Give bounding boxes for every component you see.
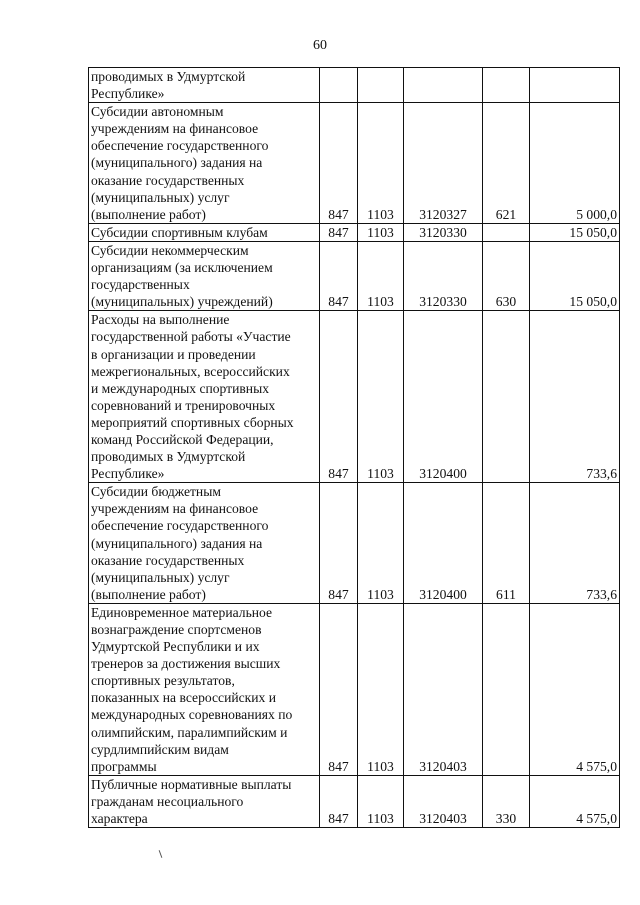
amount-cell-text: 733,6 — [586, 586, 617, 602]
target-article-cell-text: 3120330 — [419, 224, 467, 240]
section-code-cell-text: 1103 — [367, 466, 394, 482]
ministry-code-cell-text: 847 — [328, 811, 349, 827]
section-code-cell — [358, 103, 404, 224]
target-article-cell — [404, 103, 483, 224]
ministry-code-cell — [320, 775, 358, 827]
section-code-cell-text: 1103 — [367, 758, 394, 774]
expense-type-cell — [483, 311, 530, 483]
amount-cell — [530, 223, 620, 241]
table-row — [89, 311, 620, 483]
section-code-cell — [358, 223, 404, 241]
row-name-cell-text: Субсидии автономным учреждениям на финансовое обеспечение государственного (муниципального) задания на оказание государственных (муниципальных) услуг (выполнение работ) — [91, 104, 269, 222]
amount-cell — [530, 241, 620, 310]
expense-type-cell — [483, 68, 530, 103]
target-article-cell — [404, 483, 483, 604]
row-name-cell-text: Субсидии спортивным клубам — [91, 224, 268, 240]
row-name-cell — [89, 311, 320, 483]
expense-type-cell-text: 630 — [495, 294, 517, 310]
row-name-cell — [89, 483, 320, 604]
row-name-cell-text: проводимых в Удмуртской Республике» — [91, 69, 246, 102]
expense-type-cell-text: 330 — [495, 811, 517, 827]
section-code-cell-text: 1103 — [367, 206, 394, 222]
amount-cell-text: 733,6 — [586, 466, 617, 482]
row-name-cell — [89, 603, 320, 775]
row-name-cell-text: Единовременное материальное вознаграждение спортсменов Удмуртской Республики и их тренеров за достижения высших спортивных результатов, показанных на всероссийских и международных соревнованиях по олимпийским, паралимпийским и сурдлимпийским видам программы — [91, 604, 293, 774]
ministry-code-cell — [320, 603, 358, 775]
table-row — [89, 603, 620, 775]
ministry-code-cell — [320, 241, 358, 310]
table-row — [89, 241, 620, 310]
amount-cell — [530, 775, 620, 827]
row-name-cell — [89, 68, 320, 103]
expense-type-cell — [483, 103, 530, 224]
row-name-cell — [89, 775, 320, 827]
section-code-cell — [358, 68, 404, 103]
table-row — [89, 775, 620, 827]
table-row — [89, 483, 620, 604]
row-name-cell — [89, 241, 320, 310]
budget-table — [88, 67, 620, 828]
expense-type-cell — [483, 223, 530, 241]
ministry-code-cell — [320, 311, 358, 483]
ministry-code-cell-text: 847 — [328, 466, 349, 482]
table-row — [89, 223, 620, 241]
section-code-cell-text: 1103 — [367, 811, 394, 827]
section-code-cell-text: 1103 — [367, 294, 394, 310]
amount-cell-text: 15 050,0 — [569, 294, 617, 310]
budget-table-body — [89, 68, 620, 828]
section-code-cell — [358, 775, 404, 827]
expense-type-cell — [483, 603, 530, 775]
section-code-cell — [358, 603, 404, 775]
amount-cell — [530, 68, 620, 103]
target-article-cell — [404, 223, 483, 241]
ministry-code-cell-text: 847 — [328, 758, 349, 774]
page-number: 60 — [313, 38, 327, 53]
table-row — [89, 68, 620, 103]
target-article-cell — [404, 775, 483, 827]
ministry-code-cell-text: 847 — [328, 586, 349, 602]
target-article-cell-text: 3120400 — [419, 466, 467, 482]
target-article-cell-text: 3120403 — [419, 811, 467, 827]
ministry-code-cell-text: 847 — [328, 206, 349, 222]
section-code-cell — [358, 241, 404, 310]
ministry-code-cell-text: 847 — [328, 294, 349, 310]
expense-type-cell-text: 621 — [495, 206, 517, 222]
section-code-cell — [358, 311, 404, 483]
ministry-code-cell — [320, 483, 358, 604]
amount-cell — [530, 103, 620, 224]
table-row — [89, 103, 620, 224]
expense-type-cell — [483, 483, 530, 604]
row-name-cell — [89, 223, 320, 241]
row-name-cell-text: Субсидии бюджетным учреждениям на финансовое обеспечение государственного (муниципального) задания на оказание государственных (муниципальных) услуг (выполнение работ) — [91, 484, 269, 602]
target-article-cell-text: 3120403 — [419, 758, 467, 774]
expense-type-cell — [483, 775, 530, 827]
row-name-cell-text: Субсидии некоммерческим организациям (за исключением государственных (муниципальных) учреждений) — [91, 242, 273, 310]
ministry-code-cell — [320, 68, 358, 103]
target-article-cell — [404, 603, 483, 775]
scan-artifact — [159, 850, 163, 858]
row-name-cell-text: Расходы на выполнение государственной работы «Участие в организации и проведении межрегиональных, всероссийских и международных спортивных соревнований и тренировочных мероприятий спортивных сборных команд Российской Федерации, проводимых в Удмуртской Республике» — [91, 312, 294, 482]
amount-cell-text: 5 000,0 — [576, 206, 617, 222]
amount-cell — [530, 603, 620, 775]
expense-type-cell-text: 611 — [496, 586, 516, 602]
row-name-cell — [89, 103, 320, 224]
target-article-cell — [404, 241, 483, 310]
target-article-cell — [404, 68, 483, 103]
ministry-code-cell-text: 847 — [328, 224, 349, 240]
amount-cell-text: 15 050,0 — [569, 224, 617, 240]
section-code-cell-text: 1103 — [367, 224, 394, 240]
amount-cell-text: 4 575,0 — [576, 758, 617, 774]
amount-cell — [530, 311, 620, 483]
target-article-cell-text: 3120327 — [419, 206, 467, 222]
expense-type-cell — [483, 241, 530, 310]
ministry-code-cell — [320, 103, 358, 224]
target-article-cell-text: 3120400 — [419, 586, 467, 602]
ministry-code-cell — [320, 223, 358, 241]
row-name-cell-text: Публичные нормативные выплаты гражданам несоциального характера — [91, 776, 292, 827]
section-code-cell-text: 1103 — [367, 586, 394, 602]
amount-cell — [530, 483, 620, 604]
target-article-cell-text: 3120330 — [419, 294, 467, 310]
section-code-cell — [358, 483, 404, 604]
amount-cell-text: 4 575,0 — [576, 811, 617, 827]
target-article-cell — [404, 311, 483, 483]
